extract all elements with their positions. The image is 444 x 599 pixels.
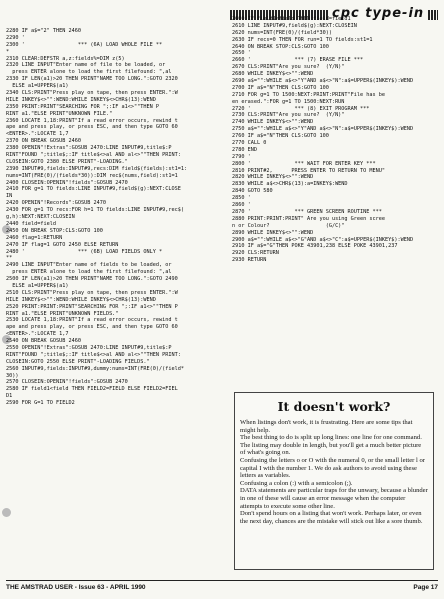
listing-line: 2380 OPENIN"!Extras":GOSUB 2470:LINE INPUT#9,title$:P [6,145,172,152]
footer-page-number: Page 17 [413,584,438,591]
listing-line: 2890 WHILE INKEY$<>"":WEND [232,229,314,236]
listing-line: 2660 ' *** (7) ERASE FILE *** [232,57,364,64]
listing-line: 2730 CLS:PRINT"Are you sure? (Y/N)" [232,112,345,119]
listing-line: HILE INKEY$<>"":WEND:WHILE INKEY$<>CHR$(13):WEND [6,296,156,303]
listing-line: RINT"FOUND ";title$;:IF title$<>al AND al<>""THEN PRINT: [6,152,181,159]
listing-line: press ENTER alone to load the first filefound: ",al [6,69,172,76]
listing-line: <ENTER>.":LOCATE 1,7 [6,331,69,338]
tip-paragraph: Don't spend hours on a listing that won't work. Perhaps later, or even the next day, chances are the mistake will stick out like a sore thumb. [240,510,423,525]
listing-line: 2640 ON BREAK STOP:CLS:GOTO 100 [232,43,329,50]
listing-line: 2390 INPUT#9,fields:INPUT#9,recs:DIM field$(fields):st1=1: [6,165,188,172]
tip-paragraph: Confusing a colon (:) with a semicolon (;). [240,479,353,487]
listing-line: 2650 ' [232,50,251,57]
listing-line: 2370 ON BREAK GOSUB 2460 [6,138,81,145]
tip-paragraph: DATA statements are particular traps for the unwary, because a blunder in one of these will cause an error message when the computer attempts to execute some other line. [240,487,428,510]
listing-line: 2920 CLS:RETURN [232,250,279,257]
listing-line: n or Colour? (G/C)" [232,222,345,229]
listing-line: 2330 IF LEN(a1)>20 THEN PRINT"NAME TOO LONG.":GOTO 2320 [6,76,178,83]
tip-paragraph: The best thing to do is split up long lines: one line for one command. The listing may double in length, but you'll get a much better picture of what's going on. [240,434,422,457]
listing-line: 2300 ' *** (6A) LOAD WHOLE FILE ** [6,41,163,48]
listing-line: 2760 IF a$="N"THEN CLS:GOTO 100 [232,133,329,140]
listing-line: 2570 CLOSEIN:OPENIN"!fields":GOSUB 2470 [6,379,128,386]
listing-line: 2420 OPENIN"!Records":GOSUB 2470 [6,200,106,207]
listing-line: 30)) [6,372,19,379]
listing-line: 2910 IF a$="G"THEN POKE 43901,238 ELSE POKE 43901,237 [232,243,398,250]
listing-line: 2610 LINE INPUT#9,field$(g):NEXT:CLOSEIN [232,22,357,29]
listing-line: 2520 PRINT:PRINT:PRINT"SEARCHING FOR ";:IF a1<>""THEN P [6,303,178,310]
listing-line: RINT a1."ELSE PRINT"UNKNOWN FILE." [6,110,113,117]
listing-line: 2500 IF LEN(a1)>20 THEN PRINT"NAME TOO LONG.":GOTO 2490 [6,276,178,283]
listing-line: 2280 IF a$="2" THEN 2460 [6,28,81,34]
tip-paragraph: Confusing the letters o or O with the numeral 0, or the small letter l or capital I with the number 1. We do ask authors to avoid using these letters as variables. [240,456,425,480]
listing-line: 2600 IF field1<field THEN field=field1 [232,16,351,22]
listing-line: 2840 GOTO 580 [232,188,273,195]
listing-line: ** [6,255,13,262]
listing-line: ape and press play, or press ESC, and then type GOTO 60 [6,124,178,131]
listing-line: 2740 WHILE INKEY$<>"":WEND [232,119,314,126]
listing-line: 2550 OPENIN"!Extras":GOSUB 2470:LINE INPUT#9,title$:P [6,344,172,351]
listing-line: 2360 LOCATE 1,18:PRINT"If a read error occurs, rewind t [6,117,178,124]
listing-line: 2700 IF a$="N"THEN CLS:GOTO 100 [232,84,329,91]
listing-line: 2480 ' *** (6B) LOAD FIELDS ONLY * [6,248,163,255]
listing-line: CLOSEIN:GOTO 2550 ELSE PRINT"-LOADING FIELDS." [6,358,150,365]
listing-line: 2580 IF field1<field THEN FIELD2=FIELD ELSE FIELD2=FIEL [6,386,178,393]
listing-line: 2510 CLS:PRINT"Press play on tape, then press ENTER.":W [6,289,178,296]
listing-line: ELSE a1=UPPER$(a1) [6,282,69,289]
listing-line: 2620 nums=INT(FRE(0)/(field*30)) [232,29,332,36]
listing-line: 2670 CLS:PRINT"Are you sure? (Y/N)" [232,64,345,71]
listing-column-left [6,28,222,564]
listing-line: ape and press play, or press ESC, and then type GOTO 60 [6,324,178,331]
listing-line: press ENTER alone to load the first filefound: ",al [6,269,172,276]
listing-line: g,h):NEXT:NEXT:CLOSEIN [6,214,75,221]
tip-box-body [240,419,428,525]
listing-line: RINT a1."ELSE PRINT"UNKNOWN FIELDS." [6,310,119,317]
footer-issue: THE AMSTRAD USER - Issue 63 - APRIL 1990 [6,584,146,591]
listing-line: 2880 PRINT:PRINT:PRINT" Are you using Green scree [232,215,386,222]
listing-line: 2680 WHILE INKEY$<>"":WEND [232,71,314,78]
listing-line: D1 [6,393,13,400]
listing-line: 2590 FOR G=1 TO FIELD2 [6,400,75,407]
listing-line: 2750 a$="":WHILE a$<>"Y"AND a$<>"N":a$=UPPER$(INKEY$):WEND [232,126,414,133]
listing-line: 2870 ' *** GREEN SCREEN ROUTINE *** [232,208,382,215]
listing-line: HILE INKEY$<>"":WEND:WHILE INKEY$<>CHR$(13):WEND [6,96,156,103]
listing-line: 2310 CLEAR:DEFSTR a,z:fields%=DIM z(5) [6,55,125,62]
listing-line: 2710 FOR g=1 TO 1500:NEXT:PRINT:PRINT"File has be [232,91,386,98]
page-footer [6,580,438,591]
tip-box-title: It doesn't work? [277,399,391,414]
listing-line: 2450 ON BREAK STOP:CLS:GOTO 100 [6,227,103,234]
page-header-title: cpc type-in [328,6,428,21]
listing-line: 2830 WHILE a$<>CHR$(13):a=INKEY$:WEND [232,181,348,188]
listing-line: en erased.":FOR g=1 TO 1500:NEXT:RUN [232,98,345,105]
listing-line: 2430 FOR g=1 TO recs:FOR h=1 TO fields:LINE INPUT#9,rec$( [6,207,185,214]
listing-line: 2790 ' [232,153,251,160]
listing-line: 2810 PRINT#2, PRESS ENTER TO RETURN TO MENU" [232,167,386,174]
listing-line: 2720 ' *** (8) EXIT PROGRAM *** [232,105,370,112]
listing-line: 2290 ' [6,34,25,41]
listing-line: 2440 field=field [6,220,56,227]
listing-line: RINT"FOUND ";title$;:IF title$<>al AND al<>""THEN PRINT: [6,351,181,358]
listing-line: <ENTER>.":LOCATE 1,7 [6,131,69,138]
listing-line: 2470 IF flag=1 GOTO 2450 ELSE RETURN [6,241,119,248]
listing-line: 2410 FOR g=1 TO fields:LINE INPUT#9,field$(g):NEXT:CLOSE [6,186,181,193]
listing-line: 2350 PRINT:PRINT"SEARCHING FOR ";:IF a1<>""THEN P [6,103,160,110]
listing-line: 2690 a$="":WHILE a$<>"Y"AND a$<>"N":a$=UPPER$(INKEY$):WEND [232,78,414,85]
listing-line: 2900 a$="":WHILE a$<>"G"AND a$<>"C":a$=UPPER$(INKEY$):WEND [232,236,414,243]
listing-column-right [232,16,438,384]
listing-line: 2770 CALL 0 [232,140,267,147]
listing-line: 2400 CLOSEIN:OPENIN"!fields":GOSUB 2470 [6,179,128,186]
listing-line: CLOSEIN:GOTO 2380 ELSE PRINT"-LOADING." [6,158,128,165]
listing-line: nums=INT(FRE(0)/(fields*30)):DIM rec$(nums,field):st1=1 [6,172,178,179]
listing-line: 2800 ' *** WAIT FOR ENTER KEY *** [232,160,376,167]
listing-line: 2780 END [232,146,257,153]
listing-line: 2530 LOCATE 1,18:PRINT"If a read error occurs, rewind t [6,317,178,324]
listing-line: 2540 ON BREAK GOSUB 2460 [6,338,81,345]
listing-line: 2860 ' [232,202,251,209]
listing-line: * [6,48,10,55]
listing-line: ELSE a1=UPPER$(a1) [6,83,69,90]
listing-line: 2930 RETURN [232,257,267,264]
listing-line: 2560 INPUT#9,fields:INPUT#9,dummy:nums=INT(FRE(0)/(field* [6,365,185,372]
listing-line: 2820 WHILE INKEY$<>"":WEND [232,174,314,181]
listing-line: 2490 LINE INPUT"Enter name of fields to be loaded, or [6,262,172,269]
listing-line: 2320 LINE INPUT"Enter name of file to be loaded, or [6,62,166,69]
tip-box [234,392,434,570]
tip-paragraph: When listings don't work, it is frustrating. Here are some tips that might help. [240,419,413,434]
listing-line: IN [6,193,13,200]
listing-line: 2850 ' [232,195,251,202]
listing-line: 2460 flag=1:RETURN [6,234,63,241]
listing-line: 2630 IF recs=0 THEN FOR run=1 TO fields:st1=1 [232,36,373,43]
listing-line: 2340 CLS:PRINT"Press play on tape, then press ENTER.":W [6,90,178,97]
